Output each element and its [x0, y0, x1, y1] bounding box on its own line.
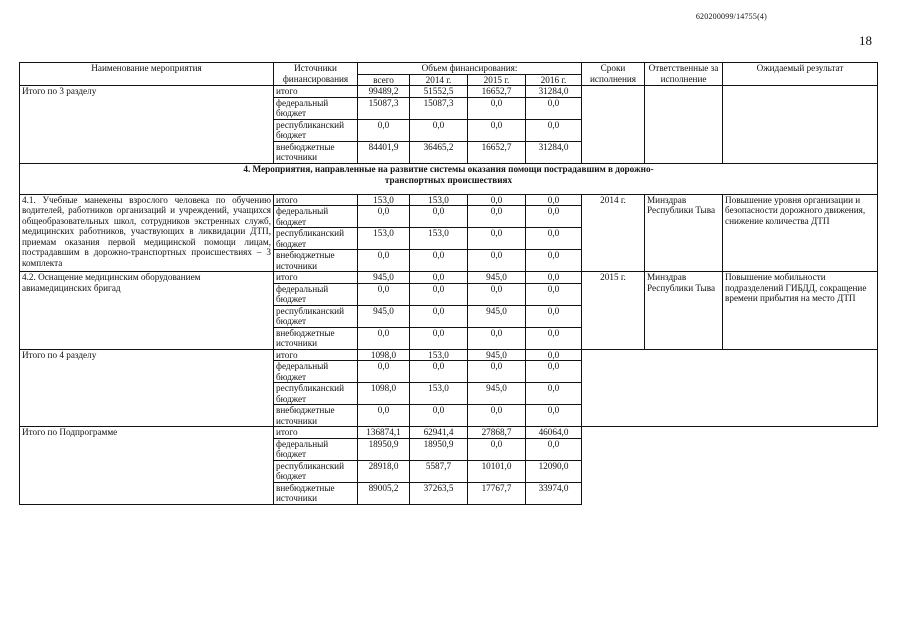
value-cell: 0,0 — [358, 361, 410, 383]
value-cell: 0,0 — [410, 283, 468, 305]
value-cell: 46064,0 — [526, 427, 582, 439]
value-cell: 16652,7 — [468, 141, 526, 163]
value-cell: 0,0 — [526, 383, 582, 405]
value-cell: 0,0 — [468, 361, 526, 383]
value-cell: 28918,0 — [358, 460, 410, 482]
value-cell: 1098,0 — [358, 349, 410, 361]
row-responsible: Минздрав Республики Тыва — [645, 272, 723, 350]
value-cell: 18950,9 — [358, 438, 410, 460]
value-cell: 153,0 — [410, 383, 468, 405]
source-label: внебюджетные источники — [274, 250, 358, 272]
value-cell: 0,0 — [526, 361, 582, 383]
row-name: Итого по 3 разделу — [20, 86, 274, 164]
value-cell: 0,0 — [526, 119, 582, 141]
value-cell: 0,0 — [358, 119, 410, 141]
row-name: 4.1. Учебные манекены взрослого человека по обучению водителей, работников организаций и учреждений, учащихся общеобразовательных школ, сотрудников экстренных служб, медицинских работников, участвующих в ликвидации ДТП, приемам оказания первой медицинской помощи лицам, пострадавшим в дорожно-транспортных происшествиях – 3 комплекта — [20, 194, 274, 272]
value-cell: 0,0 — [358, 250, 410, 272]
document-number: 620200099/14755(4) — [695, 12, 767, 21]
value-cell: 10101,0 — [468, 460, 526, 482]
source-label: республиканский бюджет — [274, 305, 358, 327]
value-cell: 0,0 — [468, 405, 526, 427]
value-cell: 0,0 — [526, 250, 582, 272]
value-cell: 153,0 — [358, 194, 410, 206]
value-cell: 0,0 — [526, 206, 582, 228]
value-cell: 36465,2 — [410, 141, 468, 163]
section-row — [20, 163, 878, 194]
header-volume: Объем финансирования: — [358, 63, 582, 75]
value-cell: 17767,7 — [468, 482, 526, 504]
source-label: республиканский бюджет — [274, 460, 358, 482]
source-label: итого — [274, 427, 358, 439]
value-cell: 0,0 — [358, 206, 410, 228]
value-cell: 136874,1 — [358, 427, 410, 439]
value-cell: 0,0 — [410, 119, 468, 141]
value-cell: 0,0 — [358, 283, 410, 305]
value-cell: 0,0 — [526, 327, 582, 349]
value-cell: 945,0 — [358, 272, 410, 284]
header-row — [20, 63, 878, 75]
value-cell: 15087,3 — [410, 97, 468, 119]
value-cell: 31284,0 — [526, 141, 582, 163]
source-label: федеральный бюджет — [274, 283, 358, 305]
value-cell: 0,0 — [468, 206, 526, 228]
value-cell: 0,0 — [526, 283, 582, 305]
value-cell: 0,0 — [468, 327, 526, 349]
value-cell: 0,0 — [468, 438, 526, 460]
value-cell: 16652,7 — [468, 86, 526, 98]
financing-table — [19, 62, 878, 505]
value-cell: 99489,2 — [358, 86, 410, 98]
value-cell: 0,0 — [526, 228, 582, 250]
value-cell: 0,0 — [410, 327, 468, 349]
source-label: внебюджетные источники — [274, 327, 358, 349]
value-cell: 37263,5 — [410, 482, 468, 504]
header-result: Ожидаемый результат — [723, 63, 878, 86]
value-cell: 15087,3 — [358, 97, 410, 119]
source-label: итого — [274, 272, 358, 284]
value-cell: 27868,7 — [468, 427, 526, 439]
source-label: итого — [274, 86, 358, 98]
value-cell: 0,0 — [410, 250, 468, 272]
header-2016: 2016 г. — [526, 74, 582, 86]
section-title-text: 4. Мероприятия, направленные на развитие системы оказания помощи пострадавшим в дорожно-транспортных происшествиях — [243, 163, 654, 185]
source-label: внебюджетные источники — [274, 405, 358, 427]
table-row — [20, 349, 878, 361]
value-cell: 0,0 — [468, 194, 526, 206]
value-cell: 33974,0 — [526, 482, 582, 504]
value-cell: 945,0 — [468, 349, 526, 361]
value-cell: 5587,7 — [410, 460, 468, 482]
value-cell: 153,0 — [410, 349, 468, 361]
value-cell: 0,0 — [526, 438, 582, 460]
row-result: Повышение мобильности подразделений ГИБДД, сокращение времени прибытия на место ДТП — [723, 272, 878, 350]
value-cell: 1098,0 — [358, 383, 410, 405]
value-cell: 153,0 — [410, 194, 468, 206]
value-cell: 0,0 — [410, 405, 468, 427]
header-2015: 2015 г. — [468, 74, 526, 86]
value-cell: 0,0 — [526, 349, 582, 361]
table-row — [20, 86, 878, 98]
source-label: федеральный бюджет — [274, 438, 358, 460]
value-cell: 153,0 — [410, 228, 468, 250]
value-cell: 945,0 — [358, 305, 410, 327]
value-cell: 0,0 — [526, 305, 582, 327]
source-label: итого — [274, 349, 358, 361]
source-label: итого — [274, 194, 358, 206]
header-name: Наименование мероприятия — [20, 63, 274, 86]
value-cell: 31284,0 — [526, 86, 582, 98]
table-row — [20, 427, 878, 439]
source-label: республиканский бюджет — [274, 228, 358, 250]
value-cell: 0,0 — [410, 272, 468, 284]
value-cell: 0,0 — [358, 327, 410, 349]
source-label: республиканский бюджет — [274, 119, 358, 141]
source-label: федеральный бюджет — [274, 361, 358, 383]
value-cell: 0,0 — [526, 405, 582, 427]
row-term: 2014 г. — [582, 194, 645, 272]
header-terms: Сроки исполнения — [582, 63, 645, 86]
value-cell: 0,0 — [468, 97, 526, 119]
row-term: 2015 г. — [582, 272, 645, 350]
source-label: федеральный бюджет — [274, 206, 358, 228]
header-responsible: Ответственные за исполнение — [645, 63, 723, 86]
value-cell: 84401,9 — [358, 141, 410, 163]
row-responsible — [645, 86, 723, 164]
table-row — [20, 272, 878, 284]
value-cell: 0,0 — [468, 119, 526, 141]
value-cell: 153,0 — [358, 228, 410, 250]
value-cell: 51552,5 — [410, 86, 468, 98]
row-empty — [582, 349, 878, 427]
page-number: 18 — [859, 33, 872, 48]
row-responsible: Минздрав Республики Тыва — [645, 194, 723, 272]
value-cell: 62941,4 — [410, 427, 468, 439]
source-label: республиканский бюджет — [274, 383, 358, 405]
value-cell: 12090,0 — [526, 460, 582, 482]
value-cell: 0,0 — [410, 361, 468, 383]
header-total: всего — [358, 74, 410, 86]
row-name: Итого по Подпрограмме — [20, 427, 274, 505]
row-empty — [582, 427, 878, 505]
table-row — [20, 194, 878, 206]
value-cell: 945,0 — [468, 383, 526, 405]
value-cell: 0,0 — [526, 194, 582, 206]
value-cell: 945,0 — [468, 272, 526, 284]
source-label: федеральный бюджет — [274, 97, 358, 119]
source-label: внебюджетные источники — [274, 141, 358, 163]
value-cell: 0,0 — [410, 206, 468, 228]
section-title — [20, 163, 878, 194]
value-cell: 0,0 — [468, 283, 526, 305]
value-cell: 0,0 — [526, 272, 582, 284]
value-cell: 0,0 — [410, 305, 468, 327]
row-result: Повышение уровня организации и безопасности дорожного движения, снижение количества ДТП — [723, 194, 878, 272]
header-sources: Источники финансирования — [274, 63, 358, 86]
value-cell: 0,0 — [468, 228, 526, 250]
row-term — [582, 86, 645, 164]
source-label: внебюджетные источники — [274, 482, 358, 504]
value-cell: 945,0 — [468, 305, 526, 327]
row-name: 4.2. Оснащение медицинским оборудованием авиамедицинских бригад — [20, 272, 274, 350]
value-cell: 0,0 — [468, 250, 526, 272]
value-cell: 18950,9 — [410, 438, 468, 460]
header-2014: 2014 г. — [410, 74, 468, 86]
value-cell: 0,0 — [358, 405, 410, 427]
row-name: Итого по 4 разделу — [20, 349, 274, 427]
value-cell: 0,0 — [526, 97, 582, 119]
value-cell: 89005,2 — [358, 482, 410, 504]
row-result — [723, 86, 878, 164]
